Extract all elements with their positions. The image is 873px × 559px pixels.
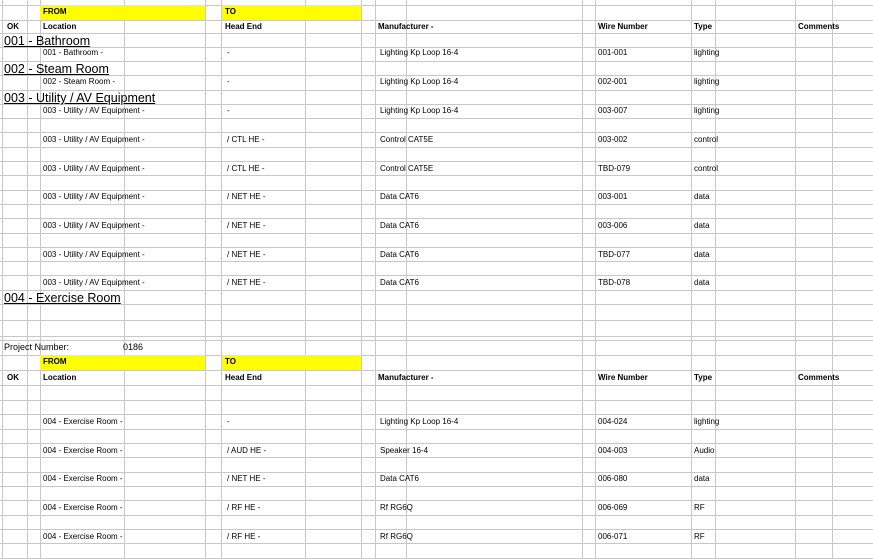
to-band-2 (222, 355, 361, 370)
wire-number-cell[interactable]: 003-007 (598, 106, 628, 115)
manufacturer-cell[interactable]: Data CAT6 (380, 221, 419, 230)
head-end-cell[interactable]: / NET HE - (227, 474, 266, 483)
head-end-cell[interactable]: / NET HE - (227, 278, 266, 287)
wire-number-cell[interactable]: 004-024 (598, 417, 628, 426)
location-cell[interactable]: 003 - Utility / AV Equipment - (43, 250, 145, 259)
location-header[interactable]: Location (43, 22, 77, 31)
location-header-2[interactable]: Location (43, 373, 77, 382)
type-cell[interactable]: lighting (694, 106, 720, 115)
head-end-cell[interactable]: - (227, 106, 230, 115)
head-end-cell[interactable]: - (227, 77, 230, 86)
manufacturer-cell[interactable]: Data CAT6 (380, 192, 419, 201)
location-cell[interactable]: 001 - Bathroom - (43, 48, 104, 57)
location-cell[interactable]: 003 - Utility / AV Equipment - (43, 164, 145, 173)
manufacturer-cell[interactable]: Lighting Kp Loop 16-4 (380, 106, 459, 115)
type-cell[interactable]: RF (694, 532, 705, 541)
type-cell[interactable]: data (694, 278, 710, 287)
location-cell[interactable]: 003 - Utility / AV Equipment - (43, 106, 145, 115)
location-cell[interactable]: 003 - Utility / AV Equipment - (43, 221, 145, 230)
location-cell[interactable]: 004 - Exercise Room - (43, 417, 123, 426)
to-band (222, 5, 361, 20)
wire-number-cell[interactable]: 003-001 (598, 192, 628, 201)
type-cell[interactable]: data (694, 221, 710, 230)
type-cell[interactable]: Audio (694, 446, 715, 455)
section-title-exercise[interactable]: 004 - Exercise Room (4, 291, 121, 305)
location-cell[interactable]: 004 - Exercise Room - (43, 503, 123, 512)
location-cell[interactable]: 002 - Steam Room - (43, 77, 116, 86)
project-number-label[interactable]: Project Number: (4, 342, 70, 352)
head-end-cell[interactable]: / CTL HE - (227, 164, 265, 173)
manufacturer-cell[interactable]: Control CAT5E (380, 164, 434, 173)
wire-number-cell[interactable]: TBD-079 (598, 164, 631, 173)
ok-header[interactable]: OK (7, 22, 19, 31)
manufacturer-cell[interactable]: Speaker 16-4 (380, 446, 429, 455)
manufacturer-cell[interactable]: Data CAT6 (380, 250, 419, 259)
from-label-2: FROM (43, 357, 67, 366)
manufacturer-header-2[interactable]: Manufacturer - (378, 373, 434, 382)
comments-header[interactable]: Comments (798, 22, 840, 31)
type-cell[interactable]: control (694, 135, 719, 144)
project-number-value[interactable]: 0186 (123, 342, 144, 352)
type-cell[interactable]: data (694, 474, 710, 483)
head-end-cell[interactable]: / CTL HE - (227, 135, 265, 144)
type-cell[interactable]: control (694, 164, 719, 173)
location-cell[interactable]: 004 - Exercise Room - (43, 532, 123, 541)
manufacturer-cell[interactable]: Control CAT5E (380, 135, 434, 144)
wire-number-cell[interactable]: 001-001 (598, 48, 628, 57)
section-title-utility[interactable]: 003 - Utility / AV Equipment (4, 91, 156, 105)
manufacturer-cell[interactable]: Rf RG6Q (380, 503, 413, 512)
to-label-2: TO (225, 357, 236, 366)
manufacturer-cell[interactable]: Lighting Kp Loop 16-4 (380, 77, 459, 86)
type-cell[interactable]: data (694, 250, 710, 259)
wire-number-cell[interactable]: 006-069 (598, 503, 628, 512)
location-cell[interactable]: 004 - Exercise Room - (43, 446, 123, 455)
head-end-cell[interactable]: / RF HE - (227, 503, 261, 512)
location-cell[interactable]: 003 - Utility / AV Equipment - (43, 135, 145, 144)
wire-number-header-2[interactable]: Wire Number (598, 373, 648, 382)
ok-header-2[interactable]: OK (7, 373, 19, 382)
head-end-header[interactable]: Head End (225, 22, 262, 31)
comments-header-2[interactable]: Comments (798, 373, 840, 382)
wire-number-header[interactable]: Wire Number (598, 22, 648, 31)
head-end-cell[interactable]: / RF HE - (227, 532, 261, 541)
to-label: TO (225, 7, 236, 16)
head-end-cell[interactable]: / NET HE - (227, 250, 266, 259)
manufacturer-header[interactable]: Manufacturer - (378, 22, 434, 31)
manufacturer-cell[interactable]: Data CAT6 (380, 278, 419, 287)
type-cell[interactable]: data (694, 192, 710, 201)
location-cell[interactable]: 004 - Exercise Room - (43, 474, 123, 483)
type-cell[interactable]: lighting (694, 77, 720, 86)
manufacturer-cell[interactable]: Data CAT6 (380, 474, 419, 483)
head-end-cell[interactable]: - (227, 48, 230, 57)
wire-number-cell[interactable]: 003-002 (598, 135, 628, 144)
type-cell[interactable]: lighting (694, 48, 720, 57)
type-cell[interactable]: lighting (694, 417, 720, 426)
type-header-2[interactable]: Type (694, 373, 713, 382)
head-end-cell[interactable]: / NET HE - (227, 221, 266, 230)
location-cell[interactable]: 003 - Utility / AV Equipment - (43, 192, 145, 201)
from-label: FROM (43, 7, 67, 16)
head-end-cell[interactable]: / NET HE - (227, 192, 266, 201)
wire-number-cell[interactable]: 004-003 (598, 446, 628, 455)
wire-number-cell[interactable]: 002-001 (598, 77, 628, 86)
wire-number-cell[interactable]: 003-006 (598, 221, 628, 230)
manufacturer-cell[interactable]: Lighting Kp Loop 16-4 (380, 417, 459, 426)
location-cell[interactable]: 003 - Utility / AV Equipment - (43, 278, 145, 287)
wire-number-cell[interactable]: 006-080 (598, 474, 628, 483)
manufacturer-cell[interactable]: Rf RG6Q (380, 532, 413, 541)
type-cell[interactable]: RF (694, 503, 705, 512)
head-end-cell[interactable]: / AUD HE - (227, 446, 267, 455)
section-title-steam-room[interactable]: 002 - Steam Room (4, 62, 109, 76)
head-end-header-2[interactable]: Head End (225, 373, 262, 382)
wire-number-cell[interactable]: TBD-077 (598, 250, 631, 259)
type-header[interactable]: Type (694, 22, 713, 31)
head-end-cell[interactable]: - (227, 417, 230, 426)
section-title-bathroom[interactable]: 001 - Bathroom (4, 34, 91, 48)
wire-number-cell[interactable]: 006-071 (598, 532, 628, 541)
wire-number-cell[interactable]: TBD-078 (598, 278, 631, 287)
manufacturer-cell[interactable]: Lighting Kp Loop 16-4 (380, 48, 459, 57)
